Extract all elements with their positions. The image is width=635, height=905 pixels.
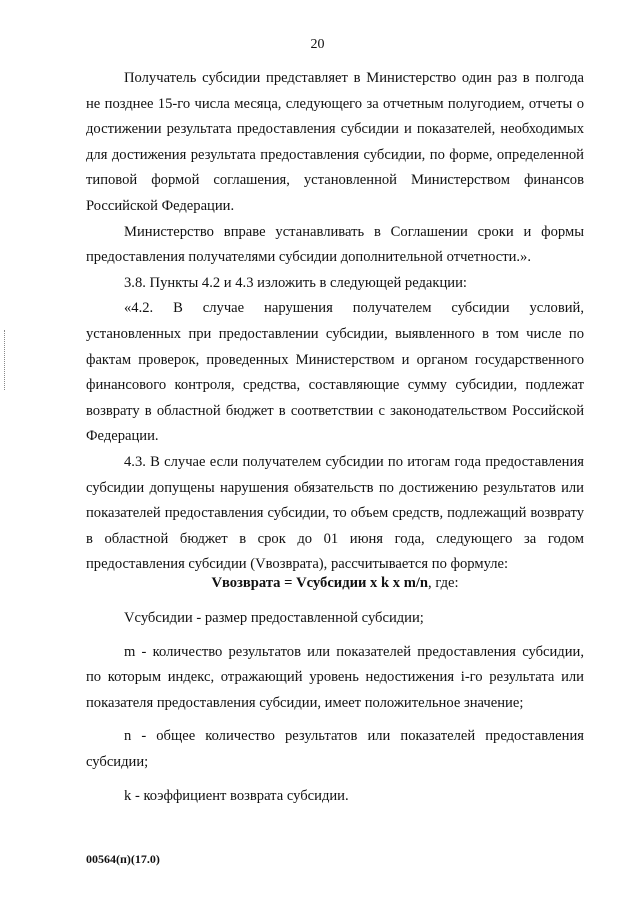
paragraph-additional-reporting: Министерство вправе устанавливать в Соглашении сроки и формы предоставления получателями субсидии дополнительной отчетности.». [86, 223, 584, 266]
paragraph-clause-4-3: 4.3. В случае если получателем субсидии по итогам года предоставления субсидии допущены нарушения обязательств по достижению результатов или показателей предоставления субсидии, то объем средств, подлежащий возврату в областной бюджет в срок до 01 июня года, следующего за годом предоставления субсидии (Vвозврата), рассчитывается по формуле: [86, 453, 584, 573]
margin-scan-artifact [4, 330, 7, 390]
document-code: 00564(п)(17.0) [86, 852, 160, 866]
formula-expression: Vвозврата = Vсубсидии x k x m/n [211, 575, 429, 591]
definition-k: k - коэффициент возврата субсидии. [124, 787, 349, 804]
paragraph-clause-4-2: «4.2. В случае нарушения получателем субсидии условий, установленных при предоставлении субсидии, выявленного в том числе по фактам проверок, проведенных Министерством и органом государственного финансового контроля, средства, составляющие сумму субсидии, подлежат возврату в областной бюджет в соответствии с законодательством Российской Федерации. [86, 300, 584, 445]
formula-definitions [86, 606, 584, 817]
definition-n: n - общее количество результатов или показателей предоставления субсидии; [86, 728, 584, 770]
page-number: 20 [310, 37, 325, 52]
formula-suffix: , где: [428, 575, 459, 591]
definition-v-subsidy: Vсубсидии - размер предоставленной субсидии; [124, 610, 424, 626]
body-text [86, 66, 584, 578]
paragraph-reporting: Получатель субсидии представляет в Министерство один раз в полгода не позднее 15-го числа месяца, следующего за отчетным полугодием, отчеты о достижении результата предоставления субсидии и показателей, необходимых для достижения результата предоставления субсидии, по форме, определенной типовой формой соглашения, установленной Министерством финансов Российской Федерации. [86, 70, 584, 214]
definition-m: m - количество результатов или показателей предоставления субсидии, по которым индекс, отражающий уровень недостижения i-го результата или показателя предоставления субсидии, имеет положительное значение; [86, 643, 584, 711]
return-formula [86, 575, 584, 592]
paragraph-amendment-3-8: 3.8. Пункты 4.2 и 4.3 изложить в следующей редакции: [124, 274, 467, 291]
